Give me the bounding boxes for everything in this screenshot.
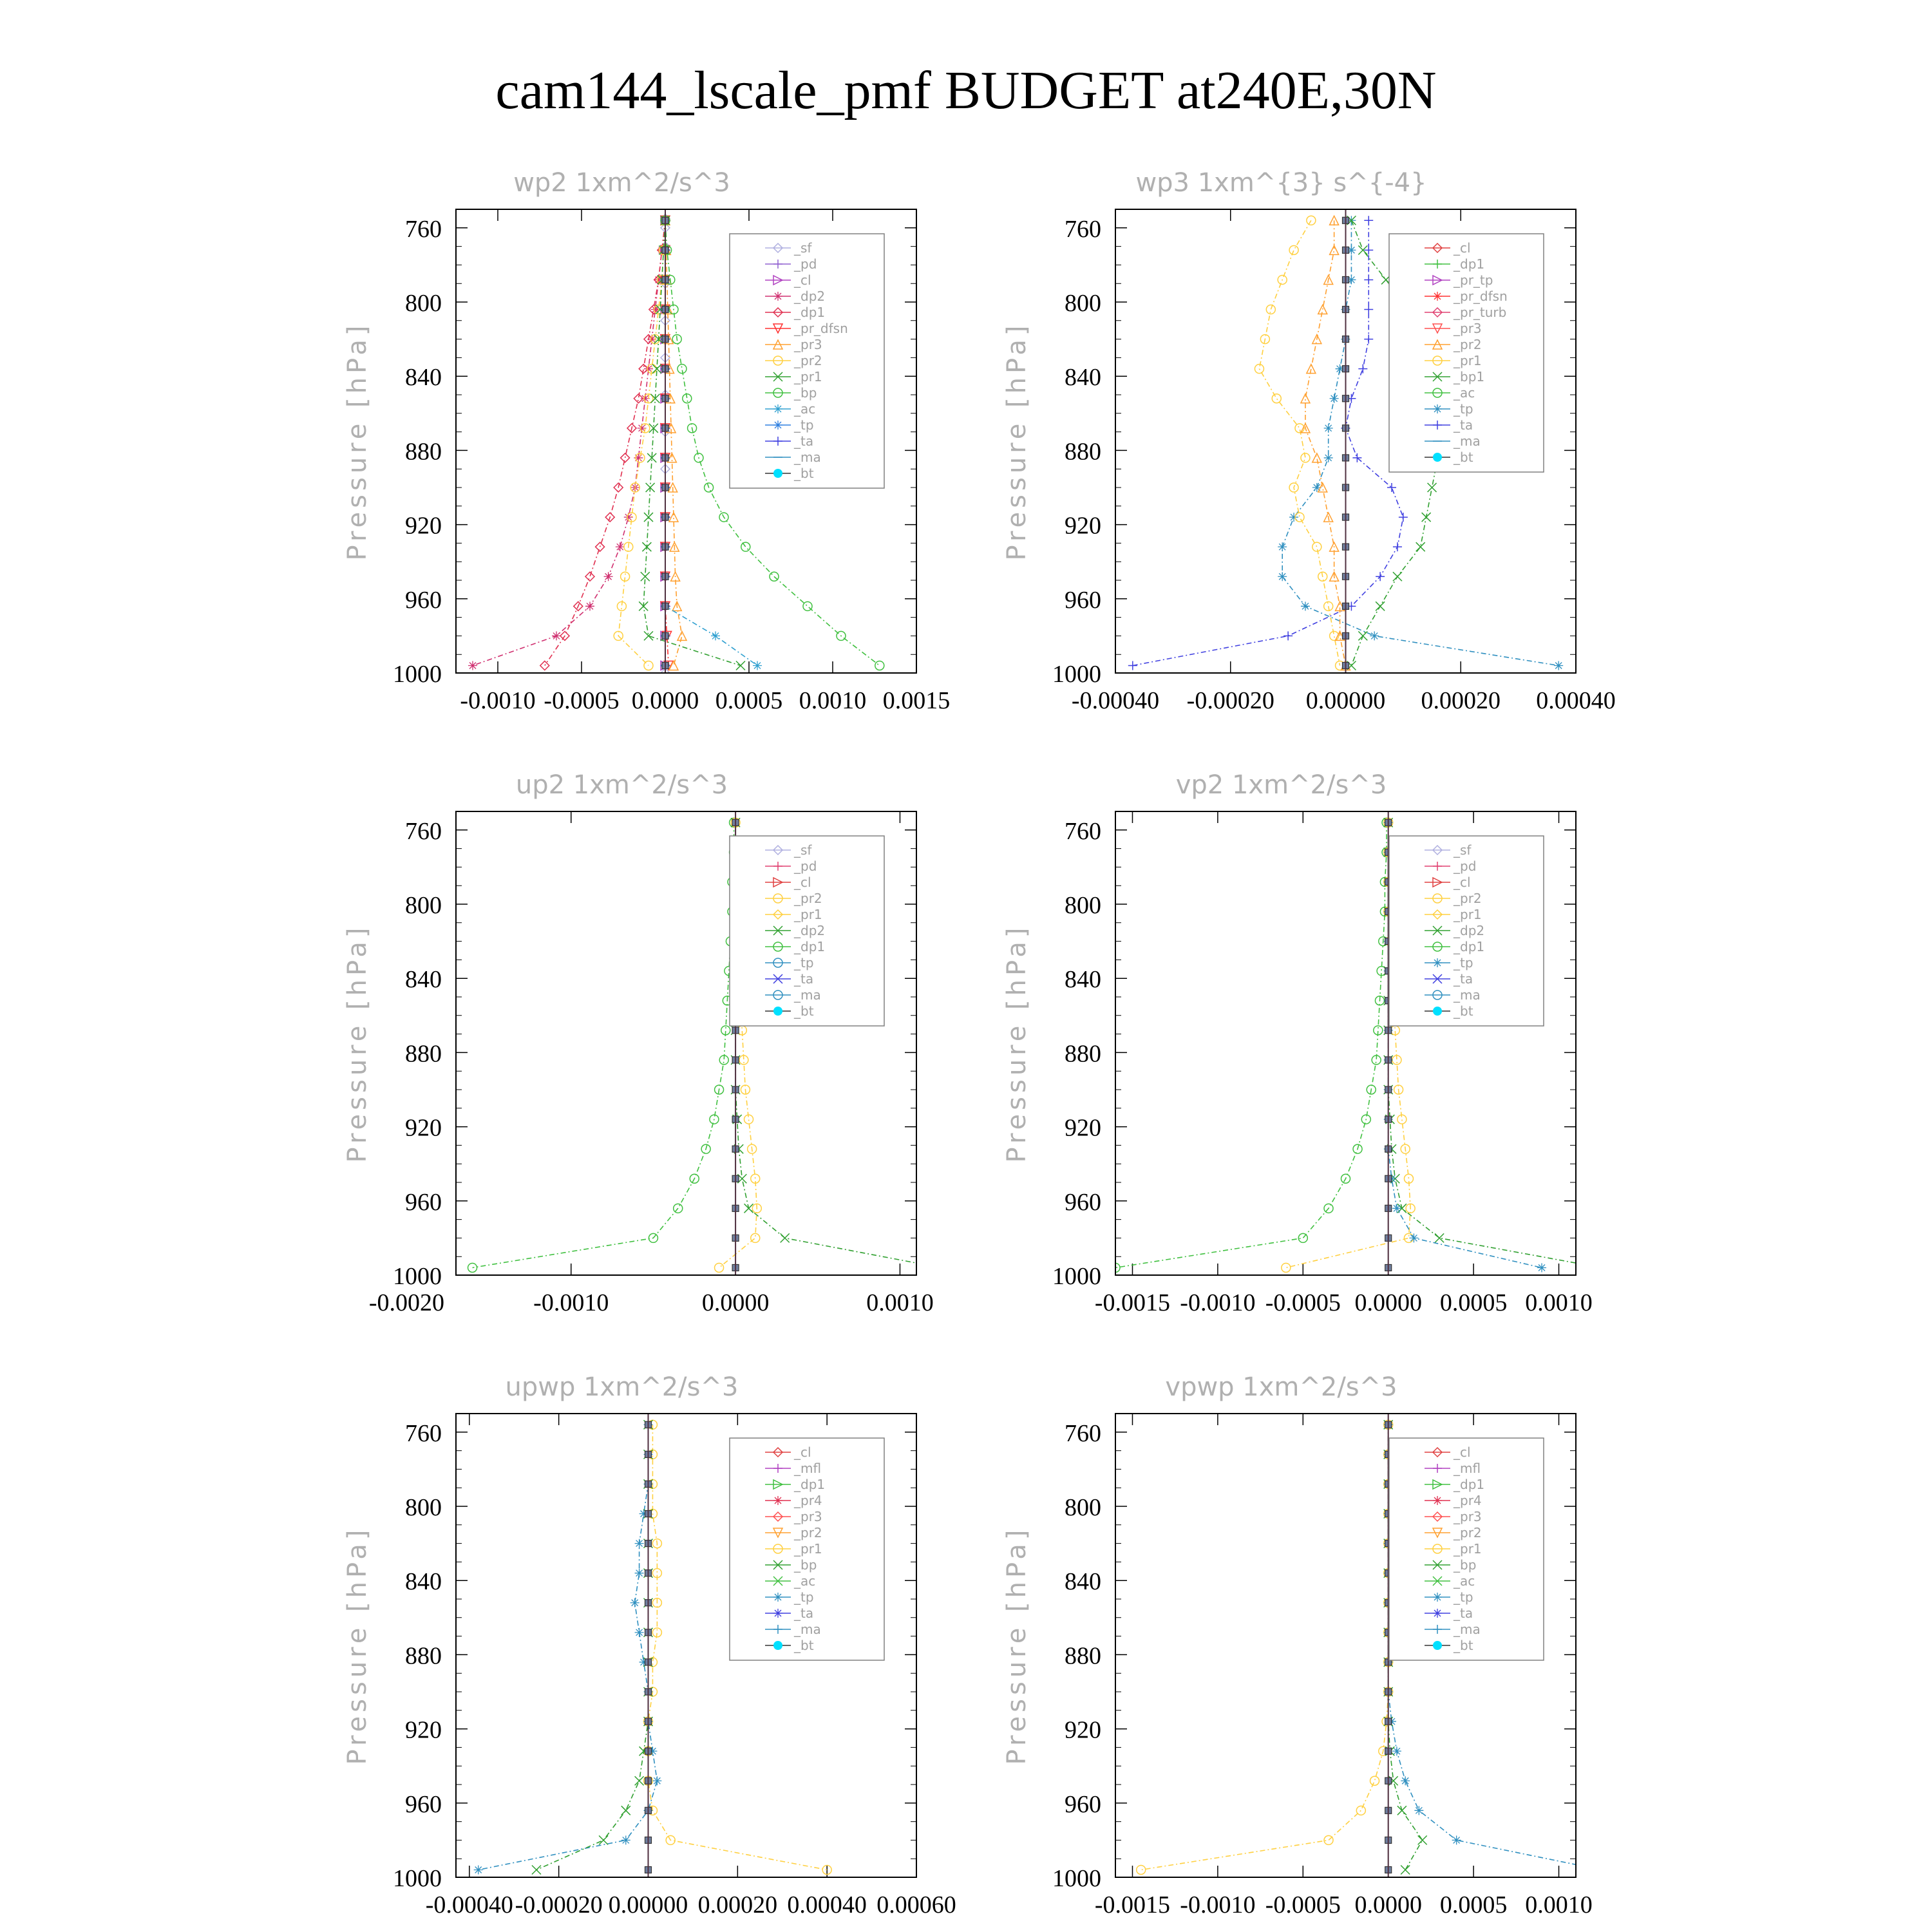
legend-label: _pr3 — [1454, 1509, 1482, 1524]
x-tick-label: -0.0010 — [1180, 1289, 1256, 1316]
data-point_tp — [474, 1865, 483, 1874]
y-axis-label: Pressure [hPa] — [1002, 1526, 1032, 1765]
series-line_pr1 — [1141, 1425, 1388, 1870]
data-point_ac — [753, 661, 762, 670]
data-point_tp — [1330, 394, 1339, 403]
legend-label: _bt — [1454, 1003, 1473, 1019]
data-point_dp2 — [468, 661, 477, 670]
data-point_ac — [711, 631, 720, 640]
y-tick-label: 960 — [1065, 1790, 1101, 1818]
y-tick-label: 920 — [1065, 1114, 1101, 1142]
legend-marker — [1433, 1007, 1442, 1016]
y-tick-label: 840 — [405, 1568, 442, 1596]
y-tick-label: 1000 — [1052, 1263, 1101, 1290]
chart-panel-2 — [1002, 168, 1616, 714]
y-axis-label: Pressure [hPa] — [343, 321, 372, 561]
series-line_pr2 — [1305, 220, 1346, 665]
legend-label: _cl — [1454, 875, 1471, 890]
series-line_bp — [536, 1425, 649, 1870]
chart-panel-6 — [1002, 1372, 1606, 1918]
legend-label: _dp2 — [1454, 923, 1485, 938]
y-tick-label: 840 — [1065, 1568, 1101, 1596]
data-point_ta — [1364, 275, 1373, 284]
legend-marker — [773, 1007, 782, 1016]
legend-label: _pr2 — [794, 353, 822, 368]
data-point_bp1 — [1376, 601, 1385, 611]
series-line_ta — [1133, 220, 1403, 665]
y-tick-label: 840 — [1065, 966, 1101, 994]
x-tick-label: 0.00000 — [608, 1891, 688, 1918]
x-tick-label: 0.00060 — [876, 1891, 956, 1918]
legend-label: _cl — [794, 272, 811, 288]
legend-label: _ma — [1454, 433, 1481, 449]
data-point_pr1 — [1370, 1776, 1379, 1785]
legend-label: _ma — [794, 1622, 821, 1637]
y-tick-label: 760 — [405, 1419, 442, 1447]
data-point_tp — [1414, 1806, 1423, 1815]
legend-marker — [1433, 1496, 1442, 1505]
data-point_bp1 — [1358, 631, 1367, 640]
y-tick-label: 1000 — [1052, 1865, 1101, 1892]
legend-label: _dp2 — [794, 289, 826, 304]
legend-label: _bt — [794, 1003, 814, 1019]
legend-marker — [773, 292, 782, 301]
legend-label: _sf — [1454, 842, 1472, 858]
data-point_ta — [1283, 631, 1293, 640]
y-tick-label: 800 — [1065, 1494, 1101, 1521]
data-point_pr1 — [644, 631, 653, 640]
data-point_pr1 — [1289, 245, 1298, 254]
data-point_bp — [1401, 1865, 1410, 1874]
y-tick-label: 920 — [405, 1114, 442, 1142]
x-tick-label: 0.0010 — [1525, 1289, 1593, 1316]
data-point_bp — [1418, 1835, 1427, 1844]
data-point_pr1 — [1266, 305, 1275, 314]
y-tick-label: 880 — [1065, 1642, 1101, 1670]
y-tick-label: 840 — [1065, 364, 1101, 392]
x-tick-label: -0.0010 — [460, 687, 536, 714]
legend-label: _pr1 — [794, 369, 822, 384]
legend-label: _pr3 — [1454, 321, 1482, 336]
data-point_pr1 — [642, 542, 651, 551]
y-tick-label: 760 — [1065, 1419, 1101, 1447]
x-tick-label: -0.00020 — [1186, 687, 1274, 714]
data-point_tp — [1278, 572, 1287, 581]
y-tick-label: 920 — [405, 512, 442, 540]
y-tick-label: 1000 — [1052, 661, 1101, 688]
legend-label: _pr2 — [1454, 891, 1482, 906]
data-point_dp1 — [585, 572, 594, 581]
y-tick-label: 880 — [405, 1040, 442, 1068]
data-point_tp — [1409, 1233, 1418, 1242]
y-tick-label: 880 — [405, 438, 442, 466]
data-point_bp — [635, 1776, 644, 1785]
x-tick-label: -0.0010 — [1180, 1891, 1256, 1918]
legend-label: _pr_turb — [1454, 305, 1507, 320]
legend-label: _cl — [794, 1444, 811, 1460]
data-point_pr1 — [1301, 453, 1310, 462]
legend-label: _dp1 — [794, 939, 826, 954]
y-tick-label: 1000 — [393, 661, 442, 688]
legend-label: _dp1 — [1454, 939, 1485, 954]
y-tick-label: 760 — [1065, 215, 1101, 243]
y-tick-label: 760 — [1065, 817, 1101, 845]
data-point_ta — [1364, 216, 1373, 225]
legend-label: _pr1 — [1454, 907, 1482, 922]
series-line_pr1 — [643, 220, 741, 665]
legend — [1389, 1438, 1544, 1660]
legend-label: _tp — [794, 417, 814, 433]
series-line_pr2 — [618, 220, 665, 665]
legend-label: _pr1 — [794, 907, 822, 922]
legend-label: _pd — [794, 256, 817, 272]
legend-label: _pr2 — [1454, 337, 1482, 352]
data-point_dp2 — [936, 1263, 945, 1272]
data-point_bp — [683, 394, 692, 403]
y-tick-label: 1000 — [393, 1263, 442, 1290]
series-line_tp — [478, 1425, 658, 1870]
legend-label: _bp — [794, 1557, 817, 1573]
x-tick-label: 0.00000 — [1305, 687, 1386, 714]
legend-marker — [773, 404, 782, 413]
legend — [1389, 234, 1544, 472]
data-point_bp1 — [1428, 483, 1437, 492]
legend-label: _ta — [794, 1605, 814, 1621]
legend-label: _bt — [794, 466, 814, 481]
series-line_dp1 — [473, 822, 734, 1267]
legend-label: _bt — [1454, 1638, 1473, 1653]
data-point_ta — [1399, 513, 1408, 522]
chart-panel-4 — [1002, 770, 1606, 1316]
legend-marker — [1433, 958, 1442, 967]
y-tick-label: 800 — [405, 1494, 442, 1521]
data-point_dp2 — [616, 542, 625, 551]
x-tick-label: -0.0015 — [1094, 1891, 1171, 1918]
series-line_dp2 — [473, 220, 665, 665]
legend-label: _ta — [1454, 1605, 1473, 1621]
legend-label: _bt — [1454, 450, 1473, 465]
series-line_dp1 — [545, 220, 665, 665]
legend-label: _pr_tp — [1454, 272, 1493, 288]
data-point_bp — [532, 1865, 541, 1874]
legend-label: _ta — [1454, 971, 1473, 987]
data-point_tp — [1324, 453, 1333, 462]
chart-panel-5 — [343, 1372, 956, 1918]
x-tick-label: -0.00040 — [425, 1891, 513, 1918]
data-point_ta — [1387, 483, 1396, 492]
data-point_tp — [652, 1776, 661, 1785]
y-tick-label: 960 — [1065, 1188, 1101, 1216]
chart-panel-1 — [343, 168, 950, 714]
legend-marker — [1433, 453, 1442, 462]
chart-title: upwp 1xm^2/s^3 — [505, 1372, 739, 1402]
y-tick-label: 800 — [405, 290, 442, 317]
legend-marker — [1433, 1593, 1442, 1602]
data-point_bp — [1397, 1806, 1406, 1815]
data-point_tp — [1597, 1865, 1606, 1874]
legend-marker — [773, 469, 782, 478]
data-point_tp — [1370, 631, 1379, 640]
legend-label: _bp1 — [1454, 369, 1485, 384]
y-axis-label: Pressure [hPa] — [343, 923, 372, 1163]
data-point_dp2 — [744, 1204, 753, 1213]
legend-label: _ac — [794, 401, 816, 417]
legend-label: _ta — [794, 433, 814, 449]
legend-label: _pr1 — [1454, 353, 1482, 368]
legend-label: _dp2 — [794, 923, 826, 938]
x-tick-label: -0.0005 — [544, 687, 620, 714]
data-point_pr3 — [677, 631, 687, 640]
y-tick-label: 960 — [1065, 586, 1101, 614]
legend — [730, 836, 884, 1026]
legend-marker — [1433, 1641, 1442, 1650]
figure-title: cam144_lscale_pmf BUDGET at240E,30N — [495, 61, 1437, 120]
legend-label: _ma — [1454, 1622, 1481, 1637]
series-line_pr3 — [665, 220, 682, 665]
data-point_bp — [621, 1806, 630, 1815]
legend-marker — [773, 1496, 782, 1505]
legend-label: _pr_dfsn — [1454, 289, 1508, 304]
data-point_bp1 — [1422, 513, 1431, 522]
legend-label: _dp1 — [1454, 1477, 1485, 1492]
legend-label: _cl — [1454, 1444, 1471, 1460]
legend-label: _cl — [1454, 240, 1471, 256]
data-point_bp — [677, 365, 687, 374]
legend-marker — [1433, 404, 1442, 413]
legend-label: _pr_dfsn — [794, 321, 848, 336]
legend-label: _ac — [1454, 1573, 1475, 1589]
data-point_bp1 — [1393, 572, 1402, 581]
legend-label: _pr1 — [794, 1541, 822, 1557]
legend-label: _pr2 — [1454, 1525, 1482, 1540]
y-tick-label: 920 — [405, 1716, 442, 1744]
x-tick-label: -0.0005 — [1265, 1289, 1341, 1316]
data-point_pr1 — [1356, 1806, 1365, 1815]
y-tick-label: 880 — [1065, 438, 1101, 466]
y-tick-label: 960 — [405, 1188, 442, 1216]
legend-marker — [773, 1593, 782, 1602]
x-tick-label: 0.00020 — [1421, 687, 1501, 714]
legend-marker — [1433, 1609, 1442, 1618]
legend-label: _dp1 — [794, 1477, 826, 1492]
x-tick-label: 0.0010 — [799, 687, 867, 714]
data-point_pr2 — [1312, 453, 1321, 462]
data-point_tp — [1301, 601, 1310, 611]
legend-label: _tp — [1454, 401, 1473, 417]
y-tick-label: 920 — [1065, 512, 1101, 540]
legend-label: _bp — [1454, 1557, 1477, 1573]
legend-label: _ta — [1454, 417, 1473, 433]
y-tick-label: 880 — [405, 1642, 442, 1670]
data-point_dp2 — [604, 572, 613, 581]
data-point_ta — [1393, 542, 1402, 551]
legend-label: _pr2 — [794, 891, 822, 906]
y-tick-label: 840 — [405, 966, 442, 994]
legend-label: _ac — [1454, 385, 1475, 401]
data-point_tp — [1392, 1204, 1401, 1213]
x-tick-label: 0.0010 — [1525, 1891, 1593, 1918]
data-point_bp — [803, 601, 812, 611]
legend-label: _pd — [1454, 858, 1477, 874]
legend-label: _bp — [794, 385, 817, 401]
legend-label: _sf — [794, 240, 812, 256]
chart-title: up2 1xm^2/s^3 — [515, 770, 728, 800]
data-point_pr2 — [1282, 1263, 1291, 1272]
x-tick-label: 0.0000 — [1354, 1289, 1422, 1316]
y-tick-label: 1000 — [393, 1865, 442, 1892]
data-point_tp — [1537, 1263, 1546, 1272]
x-tick-label: -0.0015 — [1094, 1289, 1171, 1316]
legend-label: _tp — [794, 1589, 814, 1605]
y-tick-label: 760 — [405, 817, 442, 845]
legend-label: _bt — [794, 1638, 814, 1653]
legend-label: _pr1 — [1454, 1541, 1482, 1557]
data-point_dp2 — [585, 601, 594, 611]
legend-label: _cl — [794, 875, 811, 890]
x-tick-label: -0.0005 — [1265, 1891, 1341, 1918]
x-tick-label: -0.00020 — [515, 1891, 603, 1918]
data-point_pr1 — [1312, 542, 1321, 551]
data-point_dp2 — [1435, 1233, 1444, 1242]
y-tick-label: 800 — [405, 892, 442, 919]
legend-label: _tp — [1454, 955, 1473, 971]
data-point_tp — [1452, 1835, 1461, 1844]
data-point_dp1 — [621, 453, 630, 462]
data-point_tp — [1324, 424, 1333, 433]
x-tick-label: 0.0005 — [1439, 1289, 1508, 1316]
x-tick-label: 0.00020 — [697, 1891, 778, 1918]
x-tick-label: 0.00040 — [1536, 687, 1616, 714]
chart-panel-3 — [343, 770, 945, 1316]
data-point_bp1 — [1416, 542, 1425, 551]
y-tick-label: 800 — [1065, 290, 1101, 317]
legend — [730, 234, 884, 488]
legend-label: _pd — [794, 858, 817, 874]
legend-label: _sf — [794, 842, 812, 858]
data-point_tp — [1278, 542, 1287, 551]
chart-title: vp2 1xm^2/s^3 — [1175, 770, 1387, 800]
data-point_bp — [599, 1835, 608, 1844]
x-tick-label: 0.0005 — [1439, 1891, 1508, 1918]
legend-label: _ac — [794, 1573, 816, 1589]
legend-label: _pr4 — [1454, 1493, 1482, 1508]
data-point_tp — [621, 1835, 630, 1844]
data-point_tp — [635, 1539, 644, 1548]
data-point_dp2 — [781, 1233, 790, 1242]
data-point_pr2 — [1301, 394, 1310, 403]
legend-marker — [773, 421, 782, 430]
data-point_bp — [875, 661, 884, 670]
x-tick-label: 0.00040 — [787, 1891, 867, 1918]
x-tick-label: -0.0010 — [533, 1289, 609, 1316]
legend-label: _ma — [794, 450, 821, 465]
data-point_tp — [630, 1598, 639, 1607]
data-point_ta — [1358, 365, 1367, 374]
data-point_ta — [1128, 661, 1137, 670]
data-point_ta — [1376, 572, 1385, 581]
chart-title: vpwp 1xm^2/s^3 — [1165, 1372, 1397, 1402]
legend-marker — [773, 1641, 782, 1650]
legend-label: _pr3 — [794, 1509, 822, 1524]
data-point_pr2 — [1307, 365, 1316, 374]
chart-title: wp3 1xm^{3} s^{-4} — [1135, 168, 1427, 198]
data-point_tp — [1554, 661, 1563, 670]
data-point_pr1 — [736, 661, 745, 670]
data-point_pr1 — [1272, 394, 1281, 403]
x-tick-label: -0.00040 — [1071, 687, 1160, 714]
data-point_tp — [635, 1628, 644, 1637]
y-axis-label: Pressure [hPa] — [1002, 923, 1032, 1163]
legend-label: _pr2 — [794, 1525, 822, 1540]
data-point_ta — [1364, 305, 1373, 314]
data-point_pr2 — [715, 1263, 724, 1272]
y-axis-label: Pressure [hPa] — [343, 1526, 372, 1765]
data-point_ta — [1364, 335, 1373, 344]
legend-label: _ma — [794, 987, 821, 1003]
legend-label: _ta — [794, 971, 814, 987]
legend-label: _ma — [1454, 987, 1481, 1003]
x-tick-label: 0.0000 — [631, 687, 699, 714]
x-tick-label: 0.0005 — [715, 687, 783, 714]
data-point_tp — [635, 1569, 644, 1578]
legend-label: _mfl — [1454, 1461, 1481, 1476]
x-tick-label: 0.0000 — [1354, 1891, 1422, 1918]
data-point_tp — [1401, 1776, 1410, 1785]
y-axis-label: Pressure [hPa] — [1002, 321, 1032, 561]
legend-label: _tp — [1454, 1589, 1473, 1605]
x-tick-label: -0.0020 — [368, 1289, 444, 1316]
legend-marker — [773, 1609, 782, 1618]
legend-label: _pr3 — [794, 337, 822, 352]
y-tick-label: 800 — [1065, 892, 1101, 919]
y-tick-label: 760 — [405, 215, 442, 243]
legend-label: _tp — [794, 955, 814, 971]
y-tick-label: 880 — [1065, 1040, 1101, 1068]
legend-label: _mfl — [794, 1461, 822, 1476]
x-tick-label: 0.0015 — [882, 687, 951, 714]
data-point_pr2 — [751, 1233, 760, 1242]
y-tick-label: 960 — [405, 1790, 442, 1818]
legend — [730, 1438, 884, 1660]
data-point_dp2 — [1597, 1263, 1606, 1272]
x-tick-label: 0.0010 — [866, 1289, 934, 1316]
series-line_dp1 — [1115, 822, 1387, 1267]
y-tick-label: 920 — [1065, 1716, 1101, 1744]
data-point_bp — [741, 542, 750, 551]
chart-title: wp2 1xm^2/s^3 — [513, 168, 730, 198]
data-point_dp2 — [552, 631, 561, 640]
legend-label: _dp1 — [794, 305, 826, 320]
legend-marker — [1433, 292, 1442, 301]
legend-label: _dp1 — [1454, 256, 1485, 272]
legend — [1389, 836, 1544, 1026]
y-tick-label: 960 — [405, 586, 442, 614]
data-point_pr1 — [1137, 1865, 1146, 1874]
legend-label: _pr4 — [794, 1493, 822, 1508]
y-tick-label: 840 — [405, 364, 442, 392]
x-tick-label: 0.0000 — [701, 1289, 770, 1316]
